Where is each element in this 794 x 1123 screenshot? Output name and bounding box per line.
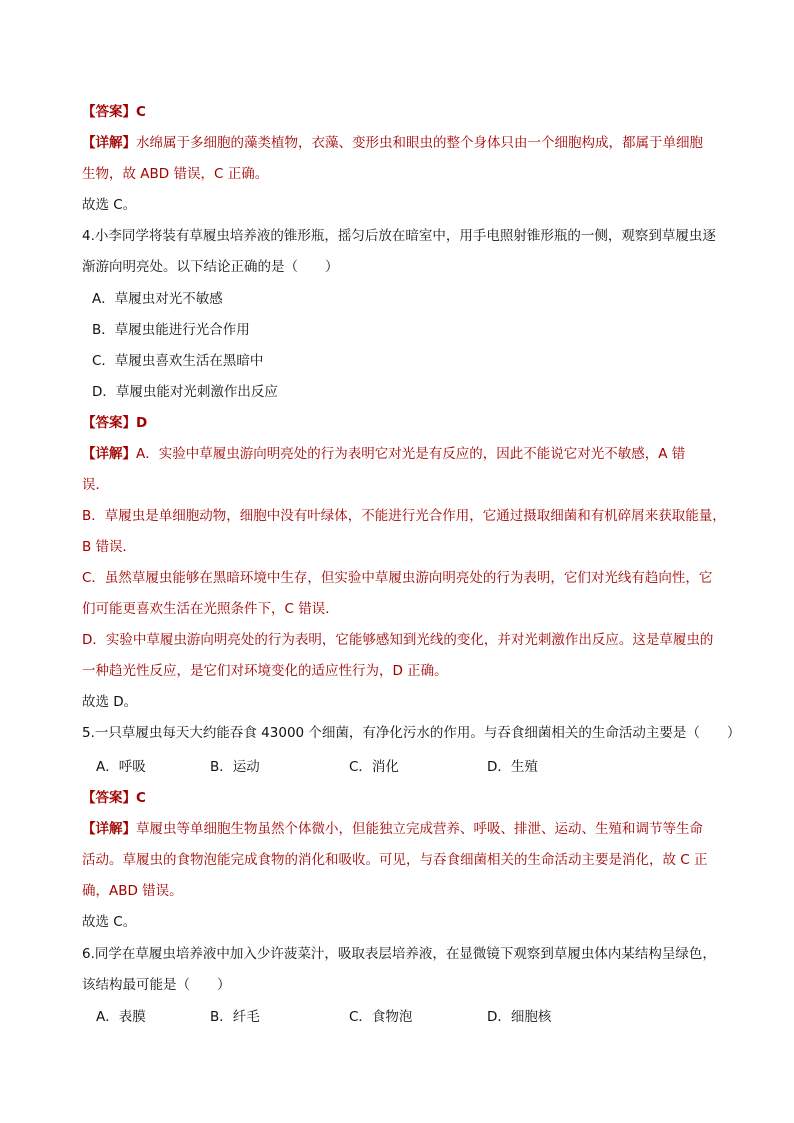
detail-text: 水绵属于多细胞的藻类植物，衣藻、变形虫和眼虫的整个身体只由一个细胞构成，都属于单细胞 [136,135,703,151]
answer-value: D [136,415,148,431]
q6-option-d: D．细胞核 [487,1009,552,1025]
detail-tag: 【详解】 [82,821,136,837]
answer-tag: 【答案】 [82,415,136,431]
q6-option-c: C．食物泡 [349,1009,413,1025]
q5-option-a: A．呼吸 [96,759,146,775]
detail-text: A．实验中草履虫游向明亮处的行为表明它对光是有反应的，因此不能说它对光不敏感，A 错 [136,446,686,462]
answer-tag: 【答案】 [82,790,136,806]
q6-option-a: A．表膜 [96,1009,146,1025]
q5-option-b: B．运动 [210,759,260,775]
q6-option-b: B．纤毛 [210,1009,260,1025]
q5-option-d: D．生殖 [487,759,538,775]
answer-value: C [136,790,146,806]
document-page: 【答案】C 【详解】水绵属于多细胞的藻类植物，衣藻、变形虫和眼虫的整个身体只由一个细胞构成，都属于单细胞 生物，故 ABD 错误，C 正确。 故选 C。 4.小李同学将装有草履虫培养液的锥形瓶，摇匀后放在暗室中，用手电照射锥形瓶的一侧，观察到草履虫逐 渐游向明亮处。以下结论正确的是（ ） A．草履虫对光不敏感 B．草履虫能进行光合作用 C．草履虫喜欢生活在黑暗中 D．草履虫能对光刺激作出反应 【答案】D 【详解】A．实验中草履虫游向明亮处的行为表明它对光是有反应的，因此不能说它对光不敏感，A 错 误． B．草履虫是单细胞动物，细胞中没有叶绿体，不能进行光合作用，它通过摄取细菌和有机碎屑来获取能量， B 错误． C．虽然草履虫能够在黑暗环境中生存，但实验中草履虫游向明亮处的行为表明，它们对光线有趋向性，它 们可能更喜欢生活在光照条件下，C 错误． D．实验中草履虫游向明亮处的行为表明，它能够感知到光线的变化，并对光刺激作出反应。这是草履虫的 一种趋光性反应，是它们对环境变化的适应性行为，D 正确。 故选 D。 5.一只草履虫每天大约能吞食 43000 个细菌，有净化污水的作用。与吞食细菌相关的生命活动主要是（ ） A．呼吸 B．运动 C．消化 D．生殖 【答案】C 【详解】草履虫等单细胞生物虽然个体微小，但能独立完成营养、呼吸、排泄、运动、生殖和调节等生命 活动。草履虫的食物泡能完成食物的消化和吸收。可见，与吞食细菌相关的生命活动主要是消化，故 C 正 确，ABD 错误。 故选 C。 6.同学在草履虫培养液中加入少许菠菜汁，吸取表层培养液，在显微镜下观察到草履虫体内某结构呈绿色， 该结构最可能是（ ） A．表膜 B．纤毛 C．食物泡 D．细胞核 [82,104,741,1025]
detail-tag: 【详解】 [82,135,136,151]
detail-tag: 【详解】 [82,446,136,462]
answer-tag: 【答案】 [82,104,136,120]
detail-text: 草履虫等单细胞生物虽然个体微小，但能独立完成营养、呼吸、排泄、运动、生殖和调节等生命 [136,821,703,837]
answer-value: C [136,104,146,120]
q5-option-c: C．消化 [349,759,399,775]
